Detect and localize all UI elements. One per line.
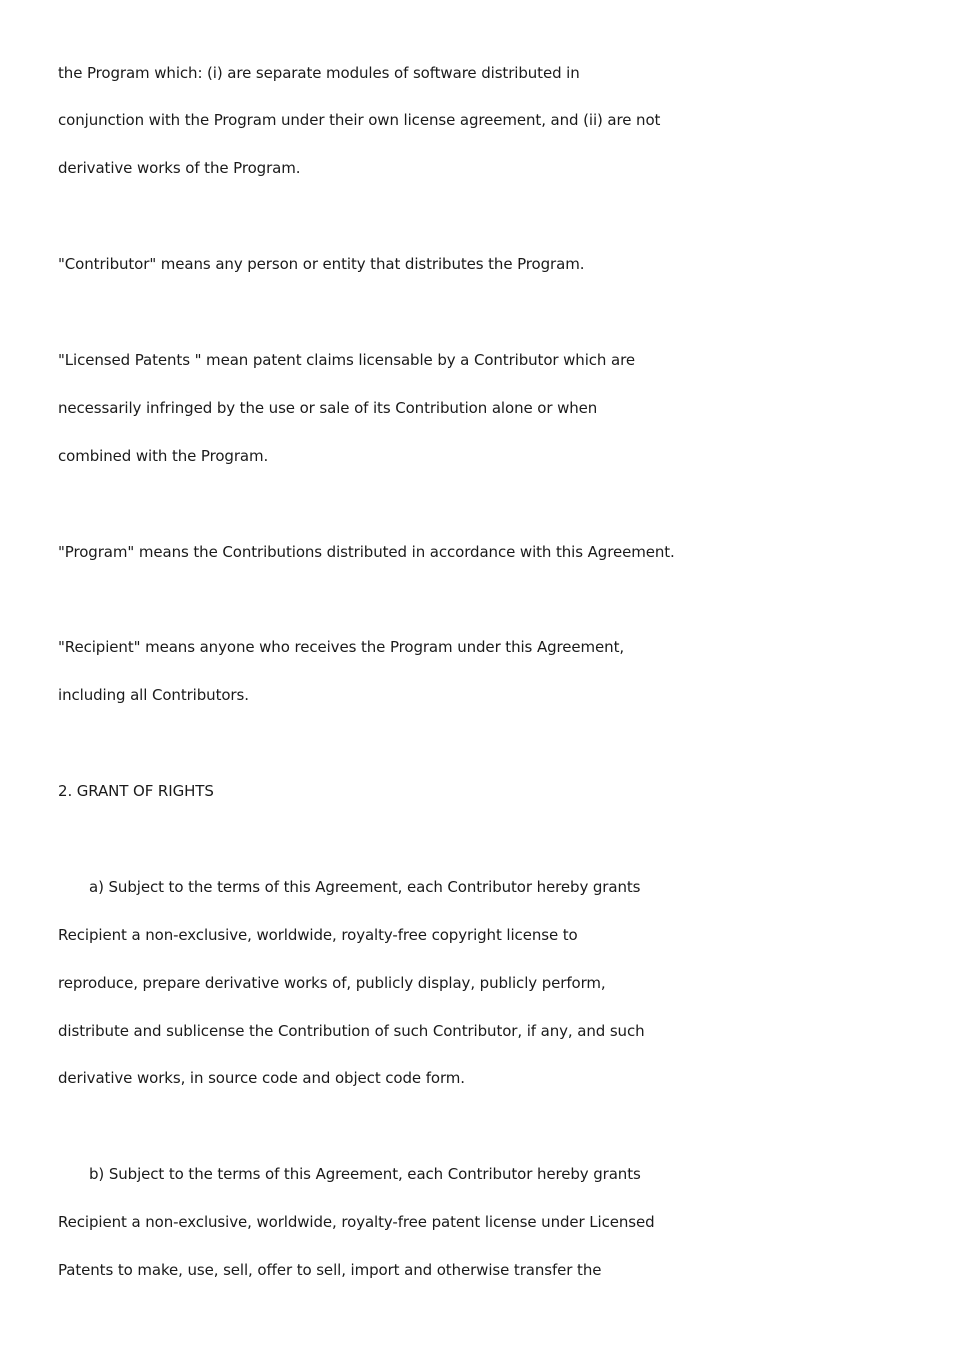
clause-b-start: b) Subject to the terms of this Agreement, each Contributor hereby grants [89,1165,641,1183]
definition-licensed-patents: "Licensed Patents " mean patent claims licensable by a Contributor which are [58,351,635,369]
text-line: distribute and sublicense the Contribution of such Contributor, if any, and such [58,1022,645,1040]
text-line: Recipient a non-exclusive, worldwide, royalty-free patent license under Licensed [58,1213,655,1231]
section-heading: 2. GRANT OF RIGHTS [58,782,214,800]
text-line: reproduce, prepare derivative works of, publicly display, publicly perform, [58,974,606,992]
text-line: conjunction with the Program under their own license agreement, and (ii) are not [58,111,661,129]
text-line: including all Contributors. [58,686,249,704]
text-line: the Program which: (i) are separate modules of software distributed in [58,64,580,82]
text-line: Patents to make, use, sell, offer to sell, import and otherwise transfer the [58,1261,602,1279]
clause-a-start: a) Subject to the terms of this Agreement, each Contributor hereby grants [89,878,641,896]
text-line: derivative works, in source code and object code form. [58,1069,465,1087]
text-line: derivative works of the Program. [58,159,301,177]
definition-program: "Program" means the Contributions distributed in accordance with this Agreement. [58,543,675,561]
text-line: Recipient a non-exclusive, worldwide, royalty-free copyright license to [58,926,578,944]
text-line: necessarily infringed by the use or sale of its Contribution alone or when [58,399,598,417]
definition-contributor: "Contributor" means any person or entity that distributes the Program. [58,255,585,273]
text-line: combined with the Program. [58,447,269,465]
definition-recipient: "Recipient" means anyone who receives the Program under this Agreement, [58,638,625,656]
